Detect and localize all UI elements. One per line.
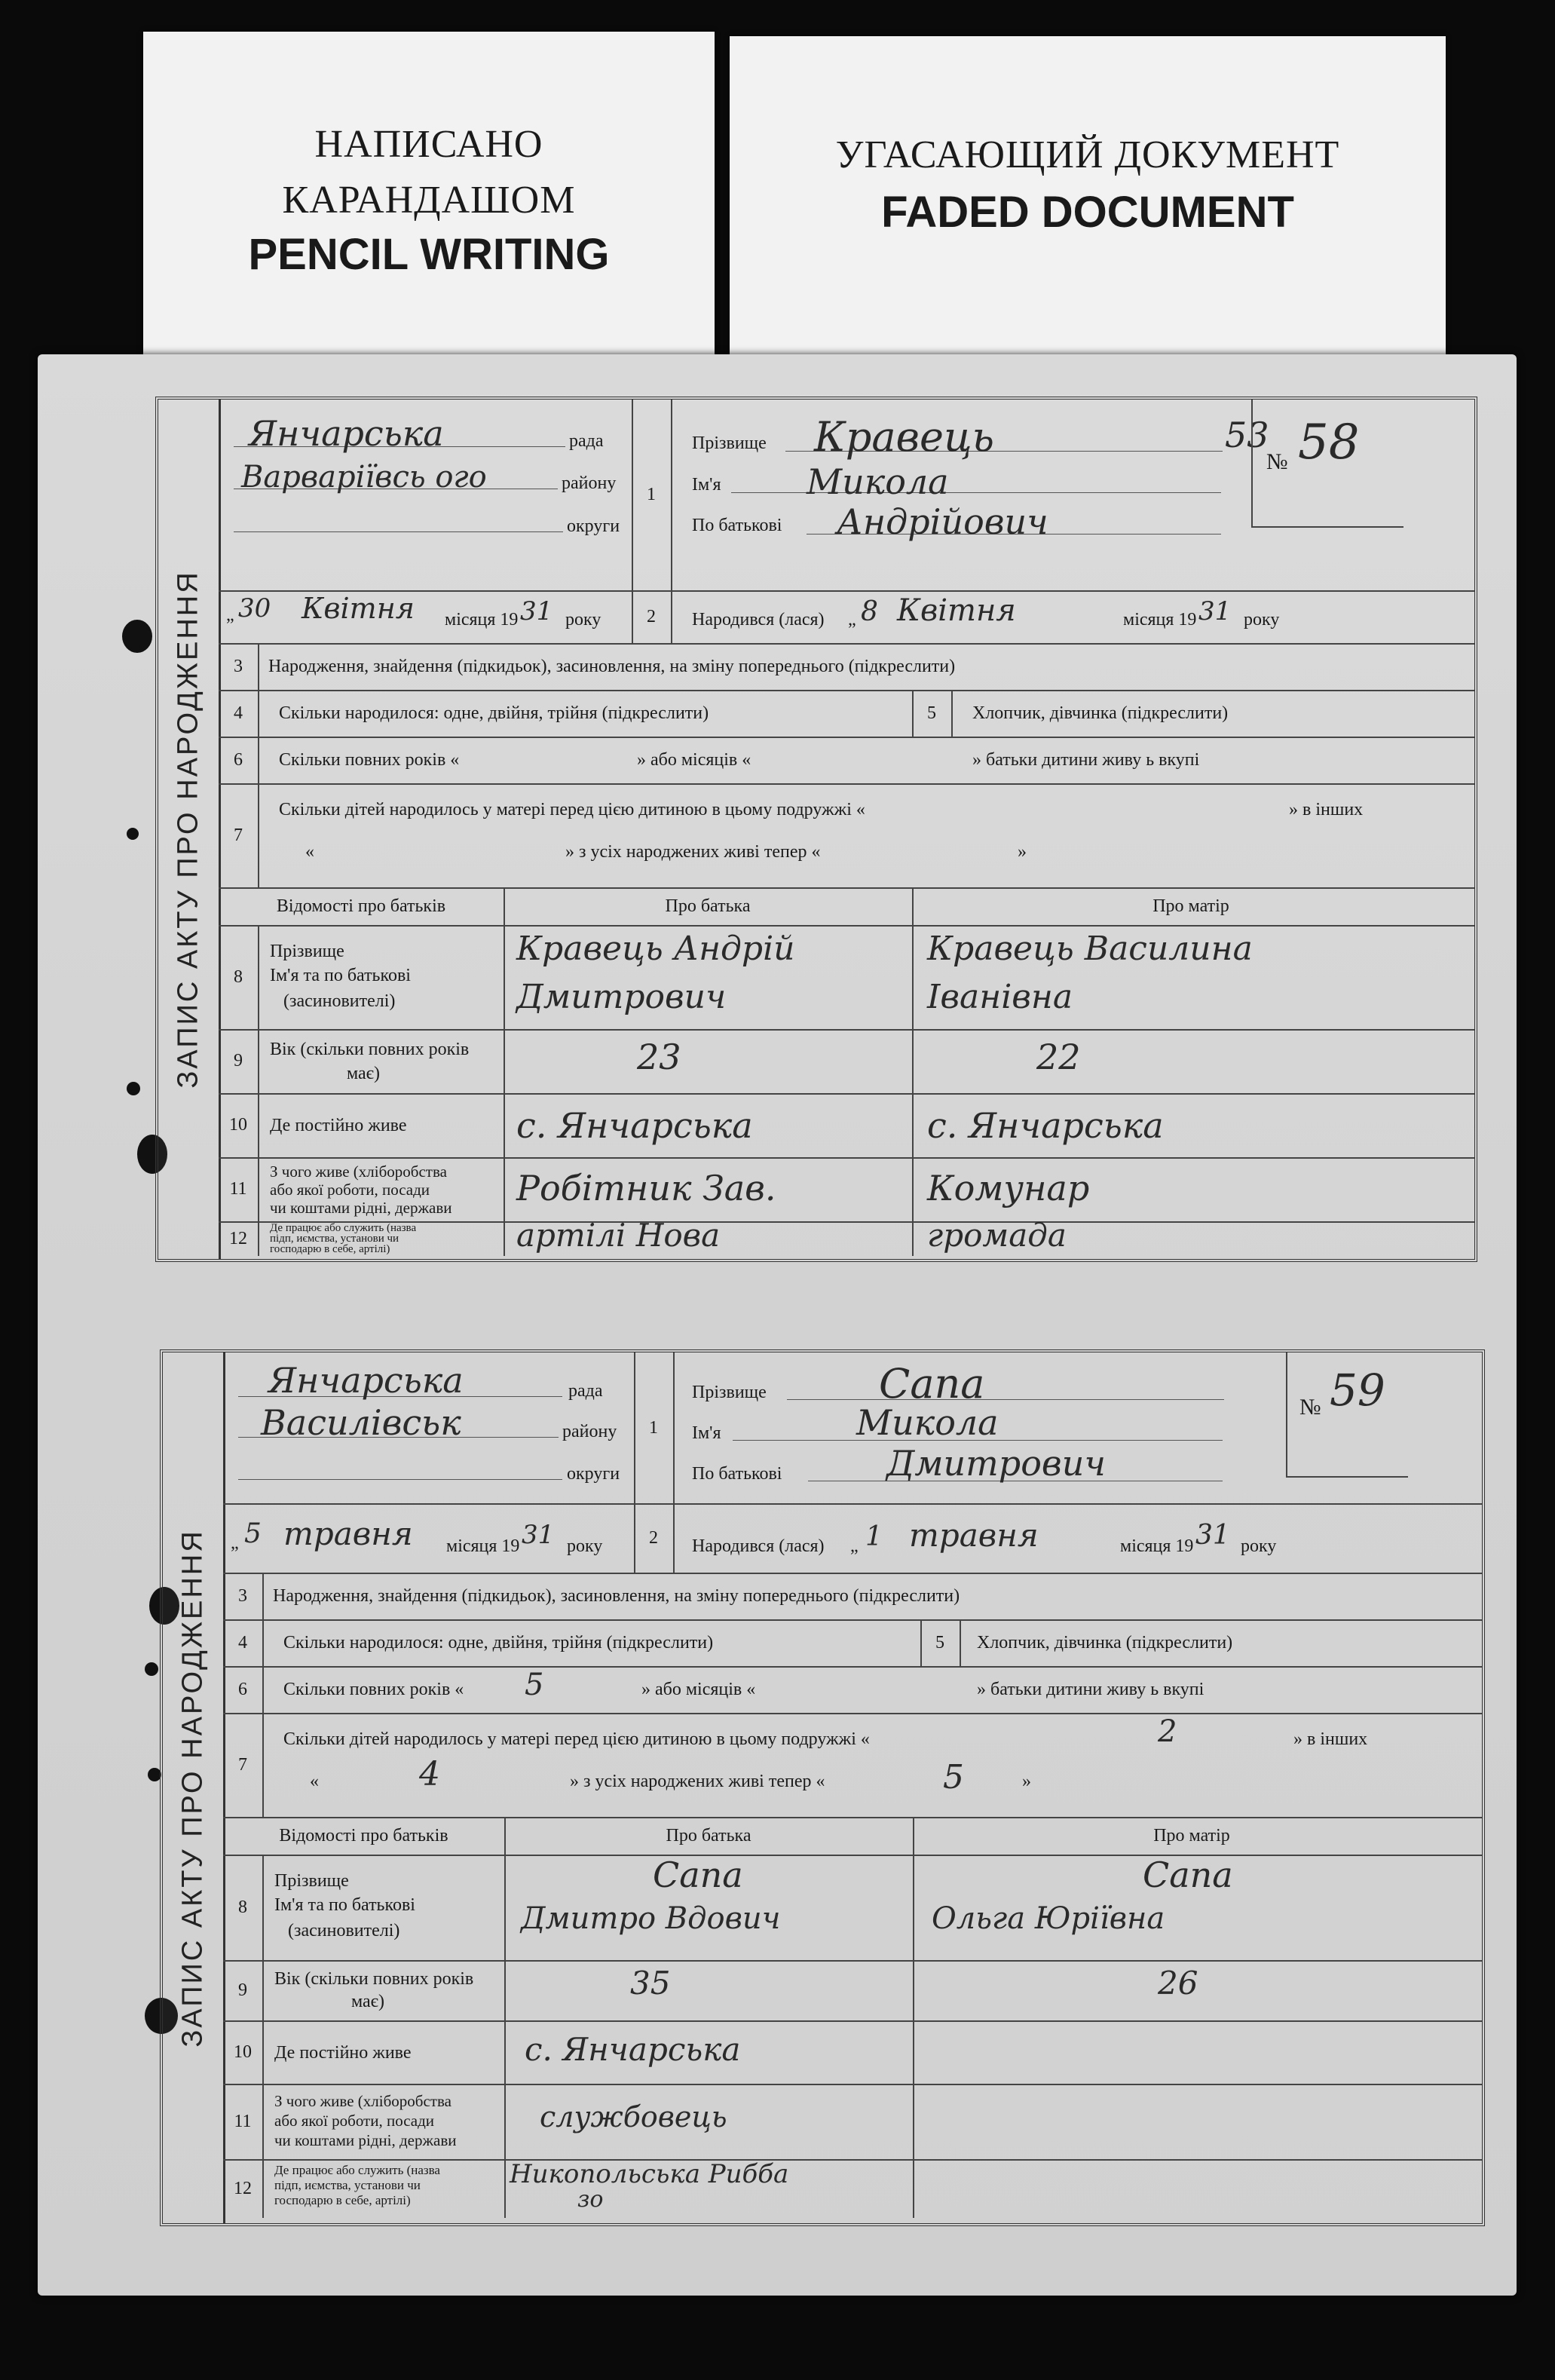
- row-number: 3: [223, 1573, 264, 1619]
- reg-year-handwriting: 31: [520, 596, 553, 626]
- row-6: [219, 737, 1474, 785]
- name-handwriting: Микола: [856, 1402, 999, 1443]
- mother-lives-handwriting: с. Янчарська: [927, 1105, 1164, 1146]
- father-header: Про батька: [665, 896, 751, 916]
- row7-b: » в інших: [1289, 800, 1364, 819]
- mother-name-handwriting: Кравець Василина: [927, 930, 1253, 968]
- row-number: 9: [223, 1960, 264, 2020]
- reg-month-handwriting: Квітня: [302, 592, 415, 625]
- row-7: [223, 1713, 1482, 1818]
- row4-text: Скільки народилося: одне, двійня, трійня (підкреслити): [283, 1633, 714, 1653]
- row-number: 8: [219, 925, 259, 1029]
- side-title: ЗАПИС АКТУ ПРО НАРОДЖЕННЯ: [163, 1352, 225, 2223]
- divider: [504, 1221, 505, 1256]
- father-place-handwriting: артілі Нова: [516, 1217, 721, 1254]
- divider: [504, 1157, 505, 1221]
- born-label: Народився (лася): [692, 610, 825, 629]
- born-month-handwriting: Квітня: [897, 593, 1016, 628]
- name-label: Ім'я: [692, 1423, 721, 1443]
- row7-d: » з усіх народжених живі тепер «: [570, 1772, 825, 1791]
- divider: [912, 1093, 914, 1157]
- born-month-handwriting: травня: [909, 1517, 1039, 1554]
- row7-b: » в інших: [1293, 1729, 1368, 1749]
- row-4-5: [223, 1619, 1482, 1668]
- r9-age: Вік (скільки повних років: [270, 1040, 470, 1059]
- born-year-handwriting: 31: [1195, 1520, 1230, 1551]
- row3-text: Народження, знайдення (підкидьок), засиновлення, на зміну попереднього (підкреслити): [268, 657, 956, 676]
- r9-has: має): [351, 1992, 384, 2011]
- divider: [504, 925, 505, 1029]
- r11-b: або якої роботи, посади: [270, 1181, 430, 1199]
- mother-header: Про матір: [1152, 896, 1229, 916]
- row7-e: »: [1022, 1772, 1031, 1791]
- row-10: [219, 1093, 1474, 1159]
- father-lives-handwriting: с. Янчарська: [525, 2031, 741, 2068]
- children-alive-handwriting: 5: [943, 1758, 964, 1796]
- mother-name2-handwriting: Іванівна: [927, 978, 1073, 1016]
- document-sheet: [38, 354, 1517, 2296]
- row-9: [223, 1960, 1482, 2022]
- row-number: 10: [223, 2020, 264, 2084]
- patronymic-handwriting: Дмитрович: [886, 1443, 1106, 1484]
- r11-a: З чого живе (хліборобства: [270, 1162, 447, 1181]
- divider: [912, 1029, 914, 1093]
- divider: [504, 1960, 506, 2020]
- r12-a: Де працює або служить (назва: [270, 1222, 417, 1234]
- pencil-label-ru-line2: КАРАНДАШОМ: [282, 179, 576, 222]
- record-number: 58: [1298, 415, 1360, 470]
- father-work-handwriting: Робітник Зав.: [516, 1168, 776, 1208]
- r9-age: Вік (скільки повних років: [274, 1969, 474, 1989]
- reg-year-handwriting: 31: [522, 1520, 555, 1550]
- row6-b: » або місяців «: [637, 750, 751, 770]
- punch-hole: [127, 1082, 140, 1095]
- father-age-handwriting: 35: [630, 1965, 671, 2002]
- row-4-5: [219, 690, 1474, 738]
- record-number-box: [1286, 1352, 1408, 1478]
- divider: [912, 925, 914, 1029]
- name-handwriting: Микола: [807, 461, 949, 502]
- raion-handwriting: Василівськ: [261, 1402, 461, 1443]
- row-11: [219, 1157, 1474, 1223]
- r11-c: чи коштами рідні, держави: [270, 1199, 452, 1217]
- r8-name: Ім'я та по батькові: [274, 1895, 415, 1915]
- father-surname-handwriting: Сапа: [653, 1855, 743, 1895]
- mother-age-handwriting: 22: [1036, 1037, 1081, 1077]
- parents-info-header: Відомості про батьків: [279, 1826, 448, 1845]
- row-number: 7: [219, 783, 259, 887]
- record-number-box: [1251, 400, 1403, 528]
- row-number: 1: [632, 400, 672, 590]
- father-work-handwriting: службовець: [540, 2100, 727, 2133]
- parents-info-header: Відомості про батьків: [276, 896, 446, 916]
- header-row-1: [219, 400, 1474, 592]
- punch-hole: [122, 620, 152, 653]
- reg-day-handwriting: 30: [238, 593, 271, 623]
- r10-lives: Де постійно живе: [274, 2043, 412, 2063]
- father-age-handwriting: 23: [637, 1037, 681, 1077]
- reg-month-handwriting: травня: [283, 1515, 413, 1552]
- row7-c: «: [310, 1772, 319, 1791]
- mother-name-handwriting: Ольга Юріївна: [932, 1901, 1165, 1936]
- r12-c: господарю в себе, артілі): [274, 2193, 411, 2207]
- divider: [504, 2084, 506, 2159]
- row7-c: «: [305, 842, 314, 862]
- faded-document-label: [730, 36, 1446, 362]
- row-number: 8: [223, 1855, 264, 1960]
- corner-number-handwriting: 53: [1225, 415, 1269, 455]
- father-lives-handwriting: с. Янчарська: [516, 1105, 753, 1146]
- r12-b: підп, иємства, установи чи: [274, 2178, 421, 2192]
- row-number: 6: [223, 1666, 264, 1713]
- row-12: [219, 1217, 1474, 1256]
- divider: [504, 1029, 505, 1093]
- born-month-label: місяця 19: [1123, 610, 1197, 629]
- row-number: 12: [223, 2159, 264, 2218]
- pencil-label-en: PENCIL WRITING: [248, 230, 610, 279]
- surname-label: Прізвище: [692, 433, 767, 453]
- row-number: 11: [219, 1157, 259, 1221]
- reg-month-label: місяця 19: [445, 610, 519, 629]
- row-number: 4: [223, 1619, 264, 1666]
- row-number: 10: [219, 1093, 259, 1157]
- years-together-handwriting: 5: [525, 1668, 544, 1702]
- rada-label: рада: [568, 1381, 603, 1401]
- name-line: [731, 492, 1221, 493]
- okruhy-line: [234, 531, 563, 532]
- row-number: 5: [912, 690, 953, 737]
- surname-handwriting: Кравець: [814, 413, 995, 461]
- born-day-open: „: [848, 610, 856, 629]
- row-number: 1: [634, 1352, 675, 1503]
- divider: [913, 2159, 914, 2218]
- okruhy-label: округи: [567, 1464, 620, 1484]
- raionu-label: району: [562, 1422, 617, 1441]
- row7-a: Скільки дітей народилось у матері перед цією дитиною в цьому подружжі «: [279, 800, 865, 819]
- born-month-label: місяця 19: [1120, 1536, 1194, 1556]
- rada-label: рада: [569, 431, 604, 451]
- row6-c: » батьки дитини живу ь вкупі: [977, 1680, 1205, 1699]
- birth-record-58: [155, 397, 1477, 1262]
- row-12: [223, 2159, 1482, 2218]
- row-number: 2: [632, 590, 672, 643]
- reg-date-open: „: [231, 1533, 239, 1553]
- reg-month-label: місяця 19: [446, 1536, 520, 1556]
- row-9: [219, 1029, 1474, 1095]
- row-3: [223, 1573, 1482, 1621]
- divider: [913, 1960, 914, 2020]
- header-row-1: [223, 1352, 1482, 1505]
- divider: [504, 1855, 506, 1960]
- reg-year-label: року: [565, 610, 601, 629]
- r11-a: З чого живе (хліборобства: [274, 2092, 452, 2110]
- parents-header: [219, 887, 1474, 927]
- divider: [913, 2084, 914, 2159]
- row-number: 2: [634, 1503, 675, 1573]
- born-day-open: „: [850, 1536, 859, 1556]
- row7-d: » з усіх народжених живі тепер «: [565, 842, 821, 862]
- born-day-handwriting: 8: [861, 596, 878, 627]
- father-name-handwriting: Дмитро Вдович: [521, 1901, 781, 1936]
- divider: [913, 2020, 914, 2084]
- mother-work-handwriting: Комунар: [927, 1168, 1090, 1208]
- row-number: 4: [219, 690, 259, 737]
- row7-a: Скільки дітей народилось у матері перед цією дитиною в цьому подружжі «: [283, 1729, 870, 1749]
- mother-surname-handwriting: Сапа: [1143, 1855, 1233, 1895]
- father-name-handwriting: Кравець Андрій: [516, 930, 795, 968]
- row-number: 11: [223, 2084, 264, 2159]
- father-header: Про батька: [666, 1826, 751, 1845]
- r8-surname: Прізвище: [270, 942, 344, 961]
- punch-hole: [145, 1662, 158, 1676]
- reg-year-label: року: [567, 1536, 603, 1556]
- rada-handwriting: Янчарська: [268, 1360, 464, 1401]
- father-place-handwriting: Никопольська Рибба: [510, 2159, 789, 2189]
- row-3: [219, 643, 1474, 691]
- raionu-label: району: [562, 473, 617, 493]
- row6-a: Скільки повних років «: [279, 750, 460, 770]
- parents-header: [223, 1817, 1482, 1856]
- divider: [504, 2020, 506, 2084]
- name-label: Ім'я: [692, 475, 721, 495]
- father-place2-handwriting: зо: [577, 2186, 604, 2213]
- okruhy-label: округи: [567, 516, 620, 536]
- number-label: №: [1299, 1395, 1321, 1420]
- surname-label: Прізвище: [692, 1383, 767, 1402]
- mother-place-handwriting: громада: [927, 1217, 1067, 1254]
- r8-adopt: (засиновителі): [288, 1921, 400, 1940]
- row-number: 3: [219, 643, 259, 690]
- children-before-handwriting: 2: [1158, 1714, 1177, 1749]
- r12-b: підп, иємства, установи чи: [270, 1233, 399, 1245]
- mother-age-handwriting: 26: [1158, 1965, 1198, 2002]
- raion-handwriting: Варваріївсь ого: [241, 460, 487, 495]
- r8-surname: Прізвище: [274, 1871, 349, 1891]
- row-6: [223, 1666, 1482, 1714]
- row4-text: Скільки народилося: одне, двійня, трійня (підкреслити): [279, 703, 709, 723]
- row3-text: Народження, знайдення (підкидьок), засиновлення, на зміну попереднього (підкреслити): [273, 1586, 960, 1606]
- row5-text: Хлопчик, дівчинка (підкреслити): [972, 703, 1229, 723]
- reg-day-handwriting: 5: [244, 1518, 262, 1549]
- patronymic-label: По батькові: [692, 516, 782, 535]
- r8-adopt: (засиновителі): [283, 991, 396, 1011]
- row6-a: Скільки повних років «: [283, 1680, 464, 1699]
- divider: [912, 1157, 914, 1221]
- row-10: [223, 2020, 1482, 2085]
- header-row-2: [219, 590, 1474, 645]
- row-11: [223, 2084, 1482, 2161]
- divider: [913, 1855, 914, 1960]
- reg-date-open: „: [226, 605, 234, 625]
- surname-handwriting: Сапа: [879, 1360, 985, 1407]
- r11-b: або якої роботи, посади: [274, 2112, 435, 2130]
- patronymic-handwriting: Андрійович: [837, 501, 1048, 542]
- faded-label-ru: УГАСАЮЩИЙ ДОКУМЕНТ: [835, 133, 1340, 176]
- row7-e: »: [1018, 842, 1027, 862]
- r10-lives: Де постійно живе: [270, 1116, 407, 1135]
- r11-c: чи коштами рідні, держави: [274, 2131, 457, 2149]
- r12-a: Де працює або служить (назва: [274, 2163, 440, 2177]
- faded-label-en: FADED DOCUMENT: [881, 188, 1294, 237]
- father-name2-handwriting: Дмитрович: [516, 978, 727, 1016]
- divider: [504, 2159, 506, 2218]
- born-year-label: року: [1241, 1536, 1277, 1556]
- row-number: 12: [219, 1221, 259, 1256]
- mother-header: Про матір: [1153, 1826, 1230, 1845]
- row5-text: Хлопчик, дівчинка (підкреслити): [977, 1633, 1233, 1653]
- born-year-label: року: [1244, 610, 1280, 629]
- divider: [912, 1221, 914, 1256]
- rada-handwriting: Янчарська: [249, 413, 444, 454]
- row-number: 5: [920, 1619, 961, 1666]
- surname-line: [787, 1399, 1224, 1400]
- patronymic-label: По батькові: [692, 1464, 782, 1484]
- row-7: [219, 783, 1474, 889]
- pencil-writing-label: [143, 32, 715, 354]
- row-number: 9: [219, 1029, 259, 1093]
- okruhy-line: [238, 1479, 562, 1480]
- record-number: 59: [1330, 1365, 1385, 1416]
- row-8: [223, 1855, 1482, 1962]
- born-day-handwriting: 1: [865, 1521, 883, 1552]
- pencil-label-ru-line1: НАПИСАНО: [314, 123, 543, 166]
- r9-has: має): [347, 1064, 380, 1083]
- row-number: 7: [223, 1713, 264, 1817]
- birth-record-59: [160, 1349, 1485, 2226]
- born-label: Народився (лася): [692, 1536, 825, 1556]
- children-other-handwriting: 4: [419, 1755, 440, 1793]
- divider: [504, 1093, 505, 1157]
- punch-hole: [127, 828, 139, 840]
- born-year-handwriting: 31: [1198, 596, 1232, 626]
- row6-b: » або місяців «: [641, 1680, 756, 1699]
- side-title: ЗАПИС АКТУ ПРО НАРОДЖЕННЯ: [158, 400, 221, 1259]
- row-number: 6: [219, 737, 259, 783]
- number-label: №: [1266, 449, 1288, 474]
- row-8: [219, 925, 1474, 1031]
- header-row-2: [223, 1503, 1482, 1574]
- r8-name: Ім'я та по батькові: [270, 966, 411, 985]
- row6-c: » батьки дитини живу ь вкупі: [972, 750, 1200, 770]
- r12-c: господарю в себе, артілі): [270, 1243, 390, 1255]
